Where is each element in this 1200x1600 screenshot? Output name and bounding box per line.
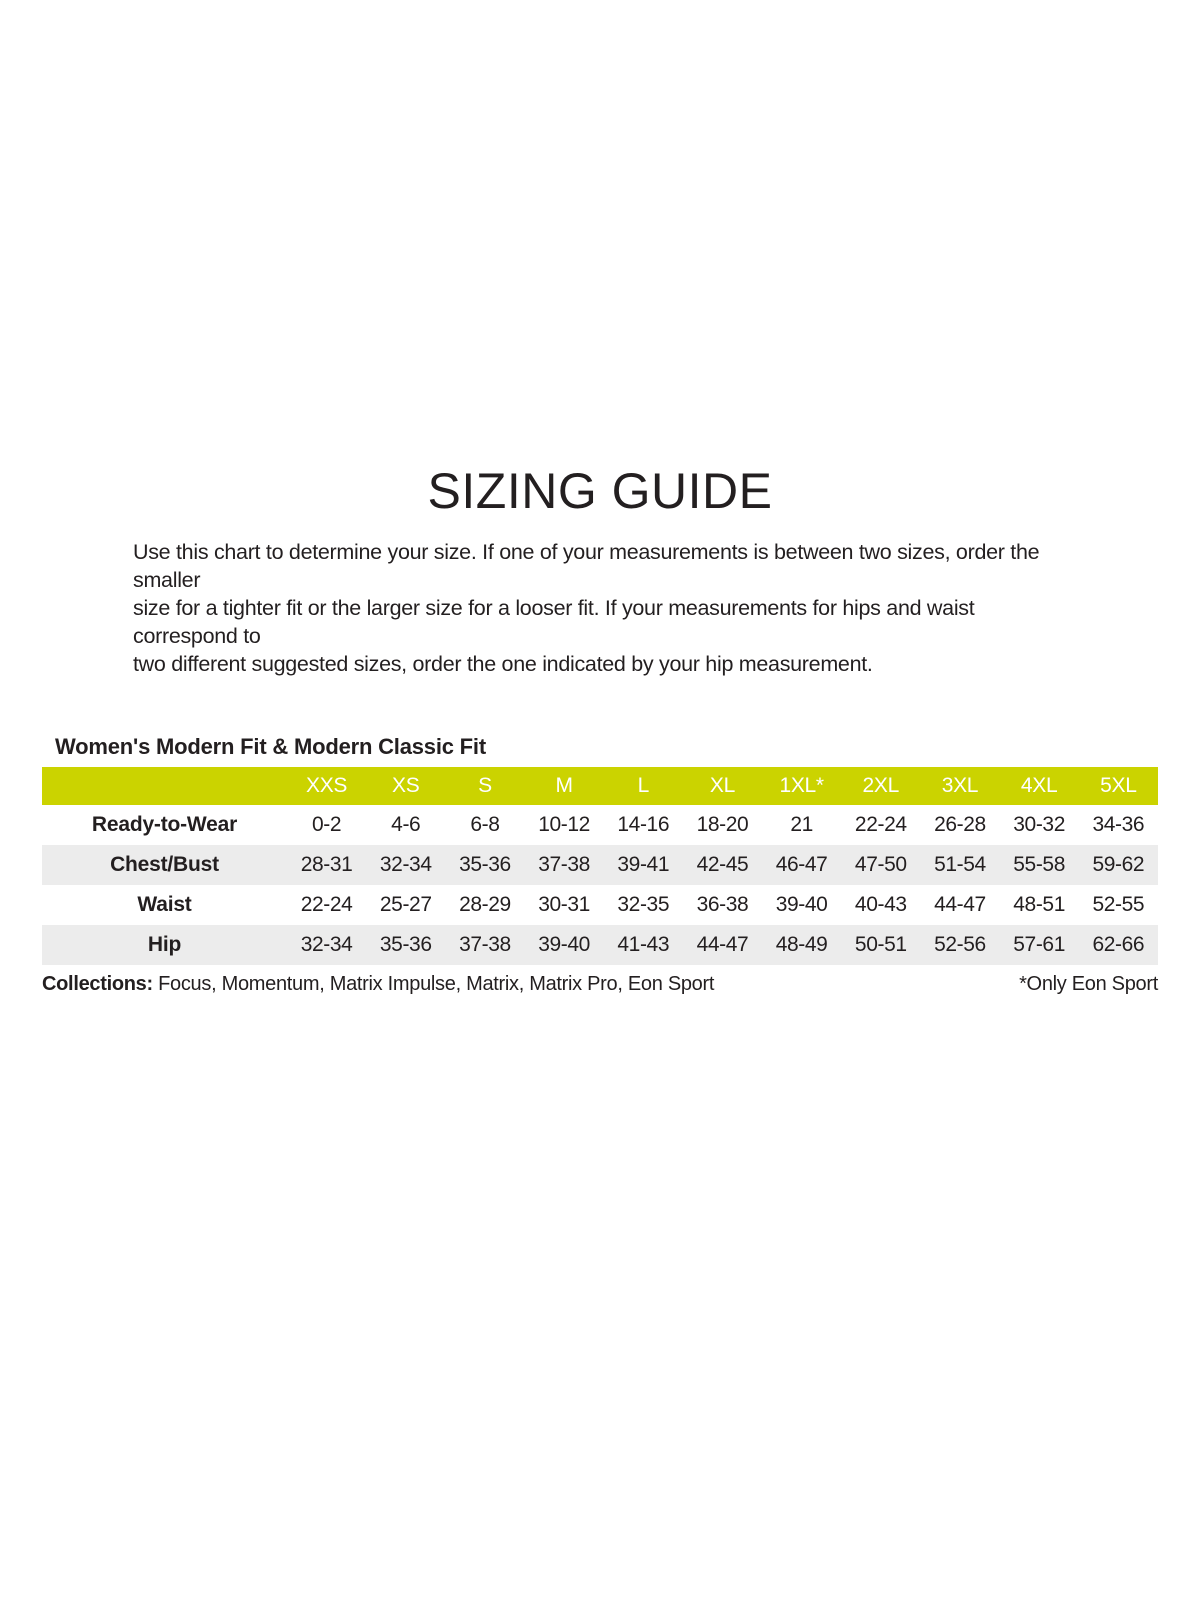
size-cell: 41-43 xyxy=(617,933,670,956)
intro-paragraph xyxy=(133,538,1063,678)
size-cell: 36-38 xyxy=(696,893,749,916)
size-cell: 10-12 xyxy=(538,813,590,836)
page-title: SIZING GUIDE xyxy=(427,463,773,519)
size-column-header: M xyxy=(525,767,604,805)
size-cell: 40-43 xyxy=(854,893,907,916)
footer-line xyxy=(42,972,1158,996)
sizing-table-head xyxy=(42,767,1158,805)
size-cell: 28-29 xyxy=(459,893,511,916)
size-cell: 32-34 xyxy=(379,853,432,876)
size-cell: 62-66 xyxy=(1092,933,1145,956)
size-cell: 51-54 xyxy=(934,853,986,876)
row-label: Hip xyxy=(147,933,182,956)
size-cell: 28-31 xyxy=(300,853,353,876)
size-cell: 37-38 xyxy=(538,853,590,876)
size-cell: 35-36 xyxy=(379,933,432,956)
sizing-table xyxy=(42,767,1158,965)
sizing-table-body xyxy=(42,805,1158,965)
size-cell: 55-58 xyxy=(1013,853,1065,876)
size-cell: 6-8 xyxy=(470,813,500,836)
size-cell: 4-6 xyxy=(391,813,421,836)
section-title: Women's Modern Fit & Modern Classic Fit xyxy=(55,734,486,759)
size-cell: 26-28 xyxy=(934,813,986,836)
size-cell: 30-32 xyxy=(1013,813,1065,836)
intro-line: size for a tighter fit or the larger size for a looser fit. If your measurements for hips and waist correspond to xyxy=(133,596,975,648)
size-cell: 48-51 xyxy=(1013,893,1065,916)
size-cell: 47-50 xyxy=(854,853,907,876)
table-row xyxy=(42,845,1158,885)
row-label: Chest/Bust xyxy=(110,853,219,876)
header-row xyxy=(42,767,1158,805)
size-cell: 46-47 xyxy=(775,853,828,876)
size-cell: 37-38 xyxy=(459,933,511,956)
size-cell: 52-55 xyxy=(1092,893,1145,916)
size-cell: 35-36 xyxy=(459,853,511,876)
size-column-header: XXS xyxy=(287,767,366,805)
table-row xyxy=(42,885,1158,925)
size-cell: 22-24 xyxy=(300,893,353,916)
size-cell: 21 xyxy=(790,813,813,836)
row-label: Ready-to-Wear xyxy=(91,813,238,836)
size-cell: 22-24 xyxy=(854,813,907,836)
size-column-header: 2XL xyxy=(841,767,920,805)
size-cell: 30-31 xyxy=(538,893,590,916)
intro-line: Use this chart to determine your size. If one of your measurements is between two sizes, order the smaller xyxy=(133,540,1040,592)
size-cell: 44-47 xyxy=(934,893,986,916)
size-column-header: 1XL* xyxy=(762,767,841,805)
collections-value: Focus, Momentum, Matrix Impulse, Matrix, Matrix Pro, Eon Sport xyxy=(152,973,715,995)
size-column-header: XS xyxy=(366,767,445,805)
corner-cell xyxy=(42,767,287,805)
table-row xyxy=(42,805,1158,845)
size-column-header: L xyxy=(604,767,683,805)
footnote-text: *Only Eon Sport xyxy=(1019,973,1158,995)
size-cell: 44-47 xyxy=(696,933,749,956)
row-label: Waist xyxy=(137,893,192,916)
size-cell: 14-16 xyxy=(617,813,670,836)
collections-label: Collections: xyxy=(42,973,153,995)
size-cell: 52-56 xyxy=(934,933,986,956)
size-cell: 32-35 xyxy=(617,893,670,916)
size-cell: 39-40 xyxy=(538,933,590,956)
size-column-header: 4XL xyxy=(1000,767,1079,805)
size-cell: 59-62 xyxy=(1092,853,1145,876)
size-cell: 0-2 xyxy=(312,813,342,836)
size-cell: 25-27 xyxy=(379,893,432,916)
table-row xyxy=(42,925,1158,965)
size-cell: 50-51 xyxy=(854,933,907,956)
size-cell: 32-34 xyxy=(300,933,353,956)
size-cell: 39-40 xyxy=(775,893,828,916)
size-cell: 34-36 xyxy=(1092,813,1145,836)
collections-text xyxy=(42,972,714,996)
size-column-header: 3XL xyxy=(920,767,999,805)
size-column-header: 5XL xyxy=(1079,767,1158,805)
size-column-header: XL xyxy=(683,767,762,805)
size-cell: 48-49 xyxy=(775,933,828,956)
size-cell: 42-45 xyxy=(696,853,749,876)
intro-line: two different suggested sizes, order the one indicated by your hip measurement. xyxy=(133,652,873,676)
size-cell: 57-61 xyxy=(1013,933,1065,956)
size-cell: 39-41 xyxy=(617,853,670,876)
size-column-header: S xyxy=(445,767,524,805)
size-cell: 18-20 xyxy=(696,813,749,836)
